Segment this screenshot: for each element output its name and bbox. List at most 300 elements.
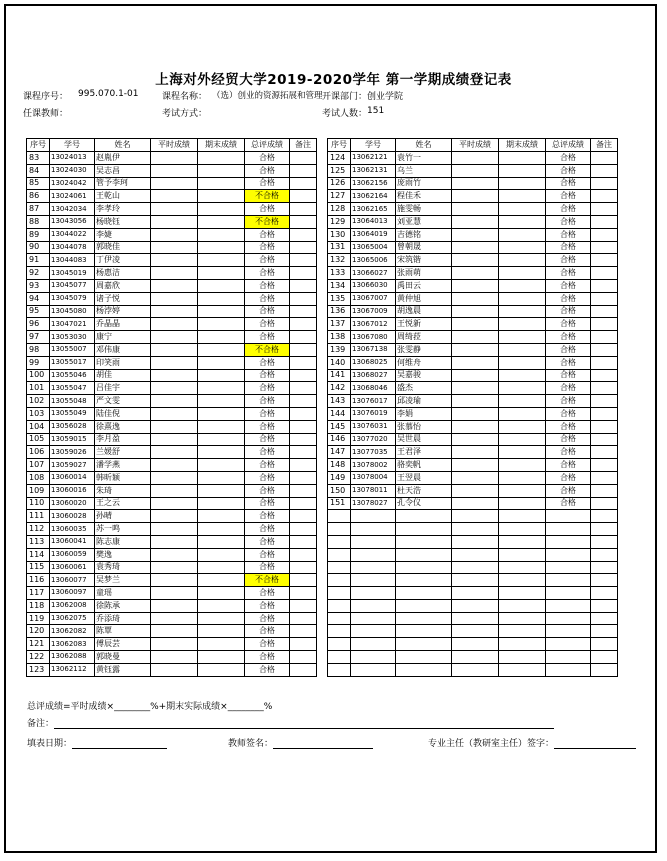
table-header-row — [27, 139, 317, 152]
table-row — [328, 459, 618, 472]
column-header: 备注 — [290, 139, 317, 152]
cell-total: 合格 — [245, 382, 290, 395]
table-row — [328, 548, 618, 561]
cell-name: 宋筑锴 — [396, 254, 452, 267]
cell-regular — [151, 279, 198, 292]
cell-regular — [452, 203, 499, 216]
cell-name: 潘学燕 — [95, 459, 151, 472]
cell-regular — [452, 484, 499, 497]
cell-no — [328, 587, 351, 600]
cell-remark — [591, 215, 618, 228]
cell-name: 袁竹一 — [396, 152, 452, 165]
table-row — [27, 612, 317, 625]
cell-no: 84 — [27, 164, 50, 177]
cell-id: 13065004 — [351, 241, 396, 254]
cell-no: 90 — [27, 241, 50, 254]
cell-no: 85 — [27, 177, 50, 190]
cell-no — [328, 651, 351, 664]
cell-name: 黄仲旭 — [396, 292, 452, 305]
cell-id: 13060059 — [50, 548, 95, 561]
grades-table-left — [26, 138, 317, 677]
cell-name: 周绮菈 — [396, 331, 452, 344]
table-row — [328, 254, 618, 267]
table-row — [328, 471, 618, 484]
cell-no: 115 — [27, 561, 50, 574]
cell-total: 合格 — [245, 587, 290, 600]
cell-id: 13055007 — [50, 343, 95, 356]
cell-remark — [290, 152, 317, 165]
cell-total: 合格 — [245, 164, 290, 177]
cell-no: 130 — [328, 228, 351, 241]
cell-regular — [452, 395, 499, 408]
cell-remark — [591, 651, 618, 664]
cell-id: 13060028 — [50, 510, 95, 523]
cell-name: 王悦新 — [396, 318, 452, 331]
cell-id: 13056028 — [50, 420, 95, 433]
cell-no: 125 — [328, 164, 351, 177]
cell-total: 合格 — [245, 395, 290, 408]
cell-regular — [452, 407, 499, 420]
cell-regular — [151, 382, 198, 395]
cell-regular — [151, 203, 198, 216]
cell-id: 13067012 — [351, 318, 396, 331]
cell-id — [351, 599, 396, 612]
cell-remark — [290, 203, 317, 216]
cell-total: 合格 — [245, 625, 290, 638]
cell-final — [198, 267, 245, 280]
cell-total — [546, 523, 591, 536]
cell-regular — [151, 471, 198, 484]
cell-total — [546, 625, 591, 638]
cell-remark — [290, 241, 317, 254]
cell-total: 合格 — [546, 382, 591, 395]
cell-name — [396, 523, 452, 536]
cell-total — [546, 663, 591, 676]
cell-regular — [452, 318, 499, 331]
cell-final — [198, 228, 245, 241]
cell-no: 123 — [27, 663, 50, 676]
cell-regular — [452, 215, 499, 228]
cell-id: 13060061 — [50, 561, 95, 574]
table-row — [27, 267, 317, 280]
cell-id: 13024013 — [50, 152, 95, 165]
cell-name: 孔令仪 — [396, 497, 452, 510]
cell-id: 13060041 — [50, 535, 95, 548]
column-header: 序号 — [328, 139, 351, 152]
cell-no: 95 — [27, 305, 50, 318]
cell-name: 郭晓曼 — [95, 651, 151, 664]
column-header: 总评成绩 — [546, 139, 591, 152]
cell-total: 合格 — [546, 395, 591, 408]
cell-id: 13043056 — [50, 215, 95, 228]
cell-name: 徐熹逸 — [95, 420, 151, 433]
cell-regular — [452, 164, 499, 177]
cell-final — [499, 215, 546, 228]
table-row — [328, 523, 618, 536]
cell-total: 合格 — [546, 279, 591, 292]
cell-final — [499, 267, 546, 280]
teacher-sign-blank — [273, 738, 373, 749]
cell-id: 13076019 — [351, 407, 396, 420]
cell-regular — [151, 484, 198, 497]
table-row — [27, 241, 317, 254]
cell-regular — [151, 254, 198, 267]
cell-total: 合格 — [546, 254, 591, 267]
cell-id: 13076031 — [351, 420, 396, 433]
cell-regular — [452, 548, 499, 561]
cell-id — [351, 651, 396, 664]
cell-regular — [151, 164, 198, 177]
cell-no — [328, 523, 351, 536]
table-row — [27, 356, 317, 369]
cell-name: 邱凌瑜 — [396, 395, 452, 408]
cell-remark — [290, 356, 317, 369]
column-header: 备注 — [591, 139, 618, 152]
cell-total: 合格 — [546, 343, 591, 356]
cell-id: 13067080 — [351, 331, 396, 344]
cell-name: 张雯静 — [396, 343, 452, 356]
cell-regular — [452, 382, 499, 395]
cell-final — [198, 356, 245, 369]
cell-final — [198, 433, 245, 446]
cell-remark — [591, 638, 618, 651]
cell-final — [198, 331, 245, 344]
cell-name — [396, 574, 452, 587]
cell-remark — [591, 382, 618, 395]
cell-name — [396, 625, 452, 638]
cell-regular — [452, 587, 499, 600]
table-row — [27, 279, 317, 292]
cell-total: 合格 — [245, 599, 290, 612]
table-row — [27, 369, 317, 382]
teacher-sign-label: 教师签名： — [228, 739, 274, 749]
cell-remark — [591, 599, 618, 612]
cell-total: 合格 — [245, 548, 290, 561]
cell-remark — [591, 203, 618, 216]
cell-final — [499, 587, 546, 600]
table-row — [27, 433, 317, 446]
cell-id: 13064019 — [351, 228, 396, 241]
cell-total — [546, 548, 591, 561]
cell-no: 118 — [27, 599, 50, 612]
cell-name: 骆奕帆 — [396, 459, 452, 472]
cell-regular — [452, 663, 499, 676]
cell-remark — [591, 343, 618, 356]
cell-regular — [452, 612, 499, 625]
cell-regular — [151, 228, 198, 241]
table-row — [328, 279, 618, 292]
cell-total: 合格 — [245, 484, 290, 497]
cell-regular — [452, 241, 499, 254]
cell-id: 13065006 — [351, 254, 396, 267]
cell-final — [198, 548, 245, 561]
cell-name — [396, 548, 452, 561]
cell-total: 合格 — [546, 190, 591, 203]
table-row — [27, 331, 317, 344]
cell-final — [499, 612, 546, 625]
cell-regular — [151, 612, 198, 625]
cell-final — [499, 548, 546, 561]
cell-name: 童瑶 — [95, 587, 151, 600]
cell-total: 合格 — [245, 407, 290, 420]
cell-id: 13062165 — [351, 203, 396, 216]
cell-id — [351, 510, 396, 523]
cell-name: 陈志康 — [95, 535, 151, 548]
table-row — [328, 203, 618, 216]
cell-final — [198, 395, 245, 408]
cell-remark — [591, 548, 618, 561]
cell-total: 合格 — [245, 152, 290, 165]
cell-total: 合格 — [245, 331, 290, 344]
cell-no: 129 — [328, 215, 351, 228]
cell-id: 13044083 — [50, 254, 95, 267]
teacher-sign-line — [228, 736, 373, 749]
cell-name — [396, 612, 452, 625]
exam-count-value: 151 — [367, 106, 385, 116]
cell-name: 王之云 — [95, 497, 151, 510]
cell-no: 88 — [27, 215, 50, 228]
cell-name: 孙晴 — [95, 510, 151, 523]
cell-final — [198, 599, 245, 612]
cell-no: 148 — [328, 459, 351, 472]
cell-name: 杜天浩 — [396, 484, 452, 497]
table-header-row — [328, 139, 618, 152]
cell-regular — [151, 395, 198, 408]
cell-total: 合格 — [546, 203, 591, 216]
cell-regular — [452, 599, 499, 612]
cell-remark — [290, 228, 317, 241]
cell-id: 13060020 — [50, 497, 95, 510]
cell-final — [499, 203, 546, 216]
cell-remark — [290, 484, 317, 497]
cell-name: 严文雯 — [95, 395, 151, 408]
table-row — [328, 382, 618, 395]
cell-final — [499, 651, 546, 664]
cell-remark — [290, 433, 317, 446]
cell-name: 程佳禾 — [396, 190, 452, 203]
director-sign-line — [428, 736, 636, 749]
cell-id: 13062088 — [50, 651, 95, 664]
cell-name: 樊逸 — [95, 548, 151, 561]
cell-remark — [290, 561, 317, 574]
cell-total — [546, 574, 591, 587]
cell-remark — [290, 471, 317, 484]
table-row — [328, 510, 618, 523]
cell-final — [499, 279, 546, 292]
cell-no: 103 — [27, 407, 50, 420]
cell-remark — [290, 638, 317, 651]
cell-total: 合格 — [245, 267, 290, 280]
cell-final — [499, 407, 546, 420]
remark-label: 备注： — [27, 719, 55, 729]
cell-remark — [591, 254, 618, 267]
cell-name: 陆佳倪 — [95, 407, 151, 420]
cell-regular — [452, 561, 499, 574]
cell-no: 92 — [27, 267, 50, 280]
cell-name: 杨惠洁 — [95, 267, 151, 280]
cell-no: 114 — [27, 548, 50, 561]
cell-remark — [591, 331, 618, 344]
cell-final — [499, 574, 546, 587]
table-row — [328, 599, 618, 612]
cell-total: 不合格 — [245, 215, 290, 228]
cell-remark — [591, 318, 618, 331]
cell-remark — [591, 612, 618, 625]
cell-total: 合格 — [245, 510, 290, 523]
cell-regular — [151, 241, 198, 254]
cell-id — [351, 663, 396, 676]
cell-name: 袁秀琦 — [95, 561, 151, 574]
cell-total — [546, 535, 591, 548]
cell-final — [499, 369, 546, 382]
cell-remark — [290, 369, 317, 382]
column-header: 序号 — [27, 139, 50, 152]
cell-id: 13055049 — [50, 407, 95, 420]
cell-total: 不合格 — [245, 343, 290, 356]
table-row — [328, 164, 618, 177]
cell-regular — [452, 523, 499, 536]
table-row — [328, 420, 618, 433]
cell-name: 张慕怡 — [396, 420, 452, 433]
remark-blank — [54, 718, 554, 729]
cell-remark — [290, 318, 317, 331]
cell-final — [499, 343, 546, 356]
table-row — [328, 574, 618, 587]
table-row — [27, 407, 317, 420]
cell-no: 135 — [328, 292, 351, 305]
cell-remark — [290, 164, 317, 177]
cell-id: 13062164 — [351, 190, 396, 203]
grades-table-right — [327, 138, 618, 677]
cell-no: 112 — [27, 523, 50, 536]
cell-regular — [151, 459, 198, 472]
cell-remark — [290, 254, 317, 267]
cell-final — [499, 433, 546, 446]
cell-regular — [151, 318, 198, 331]
cell-no: 151 — [328, 497, 351, 510]
cell-id — [351, 523, 396, 536]
cell-final — [198, 164, 245, 177]
cell-remark — [290, 190, 317, 203]
cell-regular — [452, 497, 499, 510]
table-row — [328, 177, 618, 190]
cell-name: 朱琦 — [95, 484, 151, 497]
cell-final — [198, 420, 245, 433]
cell-no: 136 — [328, 305, 351, 318]
cell-name: 黄钰露 — [95, 663, 151, 676]
cell-no: 121 — [27, 638, 50, 651]
cell-total: 合格 — [546, 331, 591, 344]
cell-remark — [290, 548, 317, 561]
table-row — [328, 331, 618, 344]
cell-total: 合格 — [546, 177, 591, 190]
cell-name: 乔添琦 — [95, 612, 151, 625]
cell-final — [499, 561, 546, 574]
table-row — [27, 663, 317, 676]
cell-name: 苏一鸣 — [95, 523, 151, 536]
cell-no: 119 — [27, 612, 50, 625]
cell-no: 106 — [27, 446, 50, 459]
cell-remark — [290, 535, 317, 548]
cell-no: 127 — [328, 190, 351, 203]
cell-name: 吴世晨 — [396, 433, 452, 446]
table-row — [328, 228, 618, 241]
cell-name: 王君泽 — [396, 446, 452, 459]
cell-remark — [290, 510, 317, 523]
table-row — [328, 497, 618, 510]
cell-regular — [151, 625, 198, 638]
cell-remark — [290, 663, 317, 676]
cell-regular — [452, 471, 499, 484]
cell-remark — [591, 177, 618, 190]
cell-regular — [452, 343, 499, 356]
cell-regular — [151, 497, 198, 510]
column-header: 总评成绩 — [245, 139, 290, 152]
course-name-value: （选）创业的资源拓展和管理 — [212, 91, 323, 101]
cell-total: 合格 — [245, 254, 290, 267]
cell-remark — [290, 651, 317, 664]
cell-no: 147 — [328, 446, 351, 459]
cell-final — [198, 535, 245, 548]
cell-no: 137 — [328, 318, 351, 331]
cell-name: 庞雨竹 — [396, 177, 452, 190]
table-row — [27, 497, 317, 510]
cell-final — [499, 382, 546, 395]
cell-id: 13062112 — [50, 663, 95, 676]
cell-name: 赵胤伊 — [95, 152, 151, 165]
cell-id: 13078011 — [351, 484, 396, 497]
cell-no: 111 — [27, 510, 50, 523]
cell-regular — [452, 254, 499, 267]
page-title: 上海对外经贸大学2019-2020学年 第一学期成绩登记表 — [155, 72, 512, 88]
cell-final — [499, 164, 546, 177]
cell-remark — [591, 190, 618, 203]
table-row — [27, 190, 317, 203]
cell-remark — [591, 510, 618, 523]
cell-id: 13067009 — [351, 305, 396, 318]
cell-final — [499, 305, 546, 318]
cell-name: 管予李珂 — [95, 177, 151, 190]
cell-total: 合格 — [546, 369, 591, 382]
cell-total: 合格 — [245, 651, 290, 664]
cell-remark — [591, 484, 618, 497]
cell-final — [198, 190, 245, 203]
table-row — [27, 651, 317, 664]
cell-regular — [452, 420, 499, 433]
cell-name: 李月盈 — [95, 433, 151, 446]
cell-remark — [591, 152, 618, 165]
table-row — [328, 587, 618, 600]
cell-no: 104 — [27, 420, 50, 433]
cell-final — [198, 561, 245, 574]
cell-total: 合格 — [546, 152, 591, 165]
table-row — [328, 343, 618, 356]
cell-total: 合格 — [245, 305, 290, 318]
table-row — [328, 190, 618, 203]
cell-regular — [151, 356, 198, 369]
cell-id — [351, 535, 396, 548]
cell-remark — [290, 343, 317, 356]
cell-name: 李婕 — [95, 228, 151, 241]
cell-remark — [290, 305, 317, 318]
table-row — [27, 203, 317, 216]
cell-no — [328, 638, 351, 651]
cell-name: 王乾山 — [95, 190, 151, 203]
cell-regular — [452, 446, 499, 459]
cell-total: 合格 — [245, 279, 290, 292]
cell-final — [198, 625, 245, 638]
cell-no: 145 — [328, 420, 351, 433]
